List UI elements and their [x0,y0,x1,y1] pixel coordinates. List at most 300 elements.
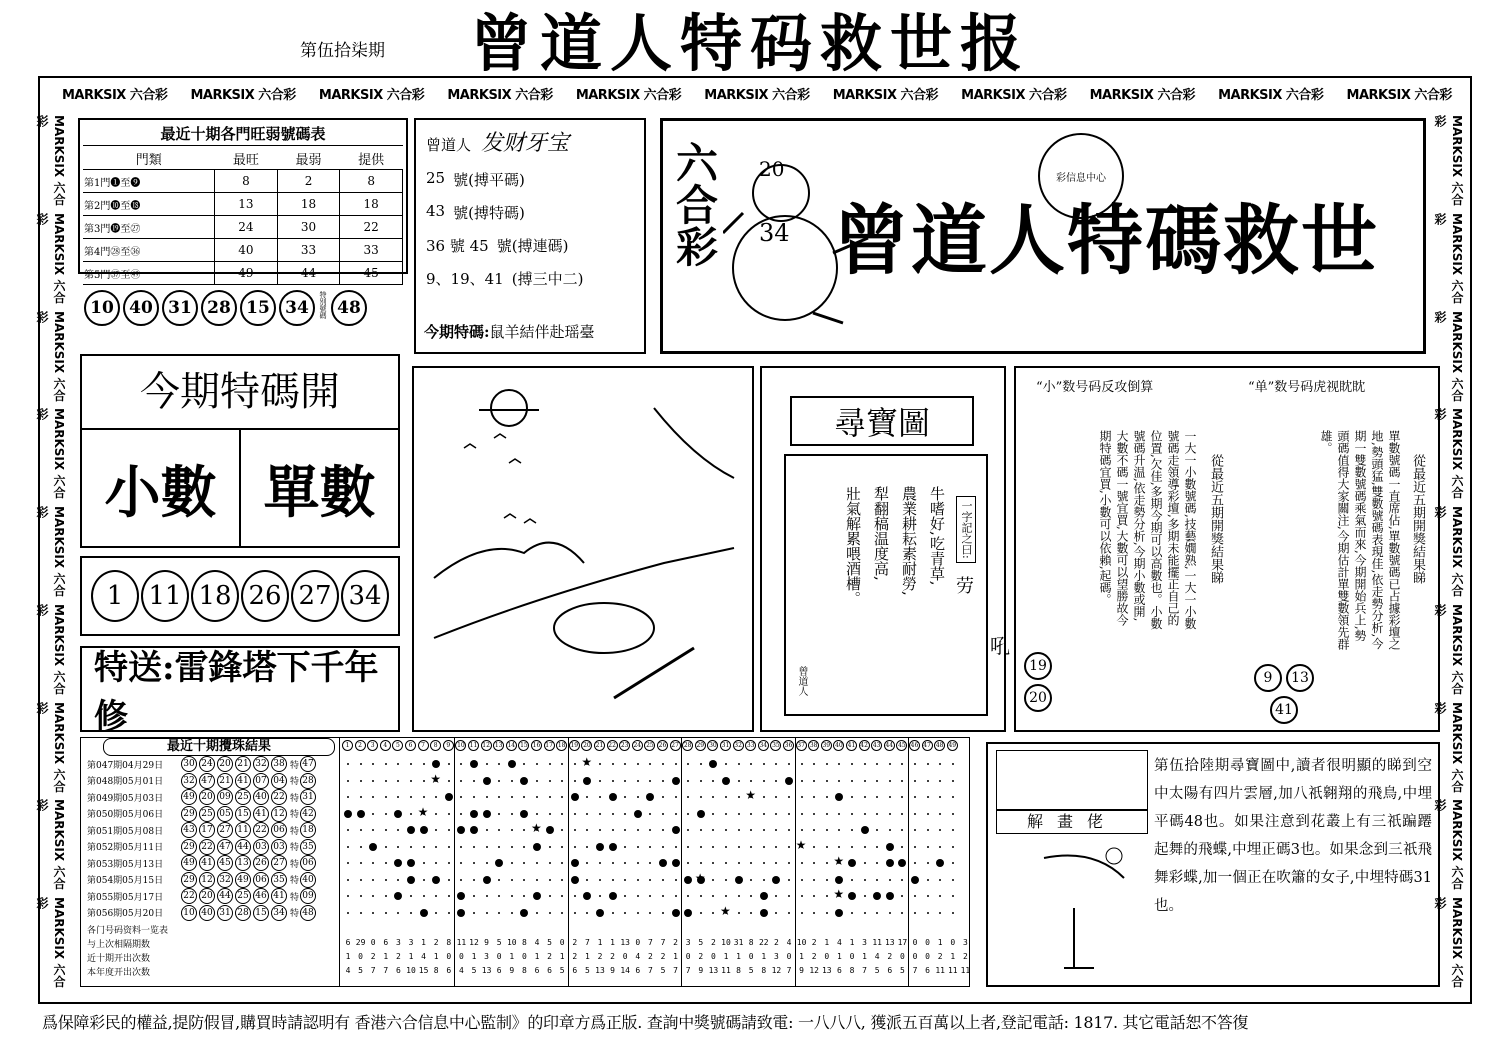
grid-dot [952,862,954,864]
zone-offer: 8 [340,170,403,193]
result-ball: 30 [181,756,197,772]
grid-dot [775,796,777,798]
grid-dot [637,846,639,848]
grid-dot [624,912,626,914]
stat-cell: 2 [395,952,401,961]
stat-cell: 1 [723,952,729,961]
grid-dot [410,780,412,782]
stat-cell: 3 [962,938,968,947]
stat-cell: 10 [721,938,731,947]
stat-cell: 6 [446,966,452,975]
grid-dot [801,895,803,897]
zone-label-cell [83,193,215,216]
grid-dot [448,846,450,848]
grid-hit-dot [911,876,919,884]
solver-title: 解畫佬 [996,810,1148,834]
grid-dot [448,895,450,897]
grid-hit-dot [684,876,692,884]
stat-cell: 7 [685,966,691,975]
stat-cell: 10 [506,938,517,947]
grid-dot [511,862,513,864]
grid-dot [952,895,954,897]
grid-hit-dot [772,876,780,884]
grid-header-ball: 7 [418,740,429,751]
grid-dot [599,763,601,765]
open-title: 今期特碼開 [82,356,398,430]
zone-label: 第1門 [84,177,111,189]
grid-dot [662,895,664,897]
stat-cell: 22 [758,938,769,947]
grid-dot [360,763,362,765]
grid-dot [939,763,941,765]
analysis-right-text: 單數號碼一直席佔,單數號碼已占據彩壇之地,勢頭猛,雙數號碼表現佳,依走勢分析,今期一雙數號碼乘氣而來,今期開始兵上,勢頭碼值得大家關注,今期估計單雙數領先群雄。 [1319,430,1401,650]
stat-cell: 0 [710,952,716,961]
treasure-poem-line: 農業耕耘素耐勞, [900,486,918,596]
treasure-scroll [784,454,988,716]
grid-dot [423,846,425,848]
result-special-ball: 28 [300,773,316,789]
stat-cell: 13 [481,966,492,975]
grid-hit-dot [583,892,591,900]
grid-dot [826,895,828,897]
grid-dot [410,763,412,765]
stat-cell: 31 [733,938,744,947]
grid-hit-dot [470,826,478,834]
grid-dot [599,796,601,798]
zone-range: ㊲至㊾ [110,269,141,281]
result-special-ball: 31 [300,789,316,805]
grid-separator [568,738,569,986]
stat-cell: 4 [534,938,540,947]
grid-dot [397,829,399,831]
result-ball: 41 [271,888,287,904]
marksix-banner-left [35,115,68,995]
marksix-banner-right [1433,115,1466,995]
grid-hit-dot [432,876,440,884]
grid-dot [662,780,664,782]
grid-dot [473,912,475,914]
stat-cell: 4 [635,952,641,961]
grid-hit-dot [760,892,768,900]
grid-dot [813,912,815,914]
hero-number-2: 34 [759,219,790,247]
special-label: 特 [290,876,300,887]
grid-dot [889,879,891,881]
result-ball: 49 [181,855,197,871]
result-ball: 40 [199,905,215,921]
analysis-ball: 19 [1024,652,1052,680]
marksix-logo: MARKSIX 六合彩 [1433,701,1464,792]
stat-cell: 4 [458,966,464,975]
stat-cell: 6 [547,966,552,975]
grid-dot [864,813,866,815]
advice-numbers: 25 [426,169,446,187]
grid-dot [939,796,941,798]
grid-dot [687,895,689,897]
stat-cell: 2 [773,938,779,947]
grid-separator [795,738,796,986]
grid-dot [775,763,777,765]
stat-cell: 0 [370,938,376,947]
marksix-logo: MARKSIX 六合彩 [1346,88,1452,103]
grid-hit-dot [785,777,793,785]
result-ball: 31 [217,905,233,921]
grid-dot [813,796,815,798]
grid-dot [952,912,954,914]
grid-dot [927,763,929,765]
grid-hit-dot [407,859,415,867]
treasure-side-label: 一字記之曰: [956,496,976,563]
grid-dot [738,912,740,914]
grid-star: ★ [417,804,429,819]
grid-dot [561,895,563,897]
grid-dot [423,763,425,765]
seal-text: 彩信息中心 [1056,172,1106,184]
grid-dot [876,862,878,864]
stat-cell: 8 [446,938,452,947]
grid-dot [536,796,538,798]
grid-header-ball: 17 [545,742,553,749]
grid-hit-dot [520,909,528,917]
grid-dot [523,763,525,765]
grid-dot [649,846,651,848]
grid-dot [624,846,626,848]
grid-dot [536,813,538,815]
tema-label: 今期特碼: [424,323,490,341]
stat-cell: 1 [597,938,603,947]
grid-hit-dot [835,876,843,884]
grid-header-ball: 25 [646,742,654,749]
marksix-logo: MARKSIX 六合彩 [35,310,66,401]
grid-dot [662,879,664,881]
grid-dot [939,813,941,815]
result-special-ball: 40 [300,872,316,888]
grid-dot [914,780,916,782]
grid-dot [637,895,639,897]
solver-panel [986,742,1440,987]
grid-dot [549,780,551,782]
grid-dot [763,846,765,848]
grid-dot [725,862,727,864]
grid-dot [498,780,500,782]
grid-dot [536,780,538,782]
grid-dot [763,796,765,798]
advice-line [426,268,634,289]
grid-dot [851,912,853,914]
result-ball: 20 [199,888,215,904]
grid-header-ball: 45 [898,742,906,749]
stat-cell: 1 [824,938,830,947]
grid-header-ball: 28 [683,742,692,749]
puzzle-illustration-panel [412,366,754,732]
grid-dot [851,846,853,848]
result-row [87,773,339,790]
zone-range: ㉘至㊱ [110,246,141,258]
result-issue: 第050期05月06日 [87,810,164,821]
grid-dot [927,862,929,864]
gift-text: 特送:雷鋒塔下千年修 [94,648,379,737]
grid-dot [813,862,815,864]
stat-cell: 0 [925,952,930,961]
grid-dot [360,879,362,881]
grid-header-ball: 31 [721,742,730,749]
stat-cell: 2 [710,938,716,947]
stat-cell: 3 [773,952,779,961]
grid-dot [586,846,588,848]
grid-dot [574,829,576,831]
number-grid [339,738,970,986]
stat-cell: 0 [824,952,830,961]
grid-dot [511,780,513,782]
grid-dot [473,780,475,782]
stat-cell: 0 [849,952,855,961]
advice-numbers: 43 [426,202,446,220]
grid-dot [347,829,349,831]
zone-row [83,193,403,216]
marksix-banner-top [62,84,1452,106]
result-ball: 47 [217,839,233,855]
grid-dot [889,780,891,782]
grid-dot [851,763,853,765]
grid-dot [448,813,450,815]
stat-cell: 1 [673,952,678,961]
grid-dot [460,862,462,864]
stat-cell: 7 [647,966,653,975]
stat-cell: 5 [559,966,565,975]
grid-dot [448,912,450,914]
grid-dot [385,763,387,765]
grid-dot [372,796,374,798]
grid-dot [561,763,563,765]
grid-dot [876,829,878,831]
stat-cell: 2 [370,952,376,961]
grid-dot [700,846,702,848]
stat-cell: 0 [622,952,628,961]
gift-panel [80,646,400,737]
grid-hit-dot [407,876,415,884]
stat-cell: 11 [721,966,731,975]
result-ball: 34 [271,905,287,921]
grid-hit-dot [533,892,541,900]
stat-cell: 13 [708,966,719,975]
grid-star: ★ [795,837,807,852]
grid-dot [599,862,601,864]
grid-header-ball: 37 [797,742,805,749]
grid-dot [397,912,399,914]
grid-dot [725,796,727,798]
result-ball: 12 [199,872,215,888]
stat-cell: 0 [912,952,918,961]
result-special-ball: 35 [300,839,316,855]
grid-dot [788,796,790,798]
result-special-ball: 48 [300,905,316,921]
grid-header-ball: 39 [822,742,831,749]
grid-dot [410,813,412,815]
grid-dot [738,846,740,848]
result-ball: 41 [235,773,251,789]
grid-dot [775,780,777,782]
result-ball: 27 [271,855,287,871]
grid-dot [801,763,803,765]
stat-cell: 1 [433,952,439,961]
grid-dot [448,780,450,782]
grid-hit-dot [672,859,680,867]
stat-cell: 14 [620,966,630,975]
grid-header-ball: 38 [809,742,818,749]
result-ball: 24 [199,756,215,772]
grid-dot [549,912,551,914]
grid-dot [687,846,689,848]
grid-dot [549,895,551,897]
pick-number-ball: 26 [241,570,289,622]
stat-cell: 4 [786,938,792,947]
grid-dot [813,813,815,815]
zone-row [83,239,403,262]
grid-dot [864,780,866,782]
grid-dot [574,780,576,782]
stat-cell: 6 [383,938,389,947]
grid-separator [908,738,909,986]
pick-number-ball: 27 [291,570,339,622]
grid-dot [712,813,714,815]
grid-dot [360,912,362,914]
grid-header-ball: 23 [620,742,629,749]
grid-hit-dot [898,859,906,867]
grid-header-ball: 1 [342,740,353,751]
grid-dot [927,912,929,914]
treasure-panel [760,366,1006,732]
special-label: 特 [290,892,300,903]
result-ball: 15 [253,905,269,921]
tema-text: 鼠羊結伴赴瑶臺 [489,323,595,341]
grid-dot [649,813,651,815]
zone-cold: 2 [277,170,340,193]
zone-label-cell [83,239,215,262]
stat-cell: 2 [811,938,817,947]
grid-hit-dot [873,892,881,900]
grid-hit-dot [596,843,604,851]
stat-cell: 2 [698,952,704,961]
grid-header-ball: 13 [494,742,503,749]
treasure-title: 尋寶圖 [790,396,974,446]
zone-row [83,216,403,239]
grid-dot [927,895,929,897]
grid-header-ball: 27 [671,742,679,749]
tema-hint [424,321,595,342]
grid-hit-dot [357,810,365,818]
stat-label: 本年度开出次数 [87,968,151,978]
grid-dot [775,829,777,831]
grid-dot [725,763,727,765]
grid-dot [675,763,677,765]
grid-dot [397,796,399,798]
grid-hit-dot [394,892,402,900]
grid-dot [801,912,803,914]
grid-dot [864,879,866,881]
grid-dot [952,763,954,765]
grid-dot [712,846,714,848]
stat-cell: 0 [899,952,905,961]
zone-label-cell [83,262,215,285]
analysis-panel [990,366,1440,732]
stat-cell: 6 [345,938,351,947]
grid-dot [347,846,349,848]
grid-header-ball: 16 [532,742,541,749]
stat-cell: 7 [647,938,653,947]
grid-dot [460,763,462,765]
grid-header-ball: 14 [507,742,516,749]
grid-dot [826,862,828,864]
special-label: 特 [290,909,300,920]
grid-hit-dot [495,859,503,867]
grid-dot [901,912,903,914]
result-ball: 25 [235,888,251,904]
grid-dot [649,763,651,765]
grid-hit-dot [583,777,591,785]
special-ball: 15 [240,290,276,326]
grid-dot [372,879,374,881]
stat-cell: 5 [874,966,880,975]
result-ball: 41 [253,806,269,822]
grid-dot [927,829,929,831]
grid-dot [536,763,538,765]
grid-header-ball: 20 [583,742,591,749]
grid-dot [914,862,916,864]
grid-hit-dot [684,909,692,917]
result-issue: 第048期05月01日 [87,777,164,788]
grid-dot [675,846,677,848]
marksix-logo: MARKSIX 六合彩 [704,88,810,103]
grid-dot [473,796,475,798]
grid-dot [952,829,954,831]
zone-table-panel [78,118,408,281]
grid-hit-dot [369,843,377,851]
analysis-ball: 41 [1270,696,1298,724]
stat-cell: 7 [660,938,666,947]
advice-text: 號(搏特碼) [453,204,525,222]
grid-dot [750,846,752,848]
result-ball: 28 [235,905,251,921]
grid-hit-dot [735,876,743,884]
stat-cell: 17 [897,938,908,947]
grid-hit-dot [886,859,894,867]
grid-dot [927,780,929,782]
result-row [87,806,339,823]
result-ball: 25 [235,789,251,805]
grid-hit-dot [697,810,705,818]
grid-dot [763,780,765,782]
grid-dot [599,780,601,782]
stat-cell: 2 [811,952,817,961]
grid-dot [675,895,677,897]
grid-dot [360,796,362,798]
grid-dot [876,846,878,848]
grid-dot [864,895,866,897]
grid-dot [750,763,752,765]
grid-dot [385,846,387,848]
grid-header-ball: 36 [784,742,793,749]
grid-dot [473,895,475,897]
grid-dot [952,796,954,798]
grid-dot [952,846,954,848]
grid-dot [612,862,614,864]
stat-cell: 11 [935,966,945,975]
stat-cell: 3 [862,938,867,947]
grid-header-ball: 48 [935,742,944,749]
solver-book-illustration [996,750,1148,810]
grid-dot [561,912,563,914]
stat-cell: 1 [610,938,615,947]
